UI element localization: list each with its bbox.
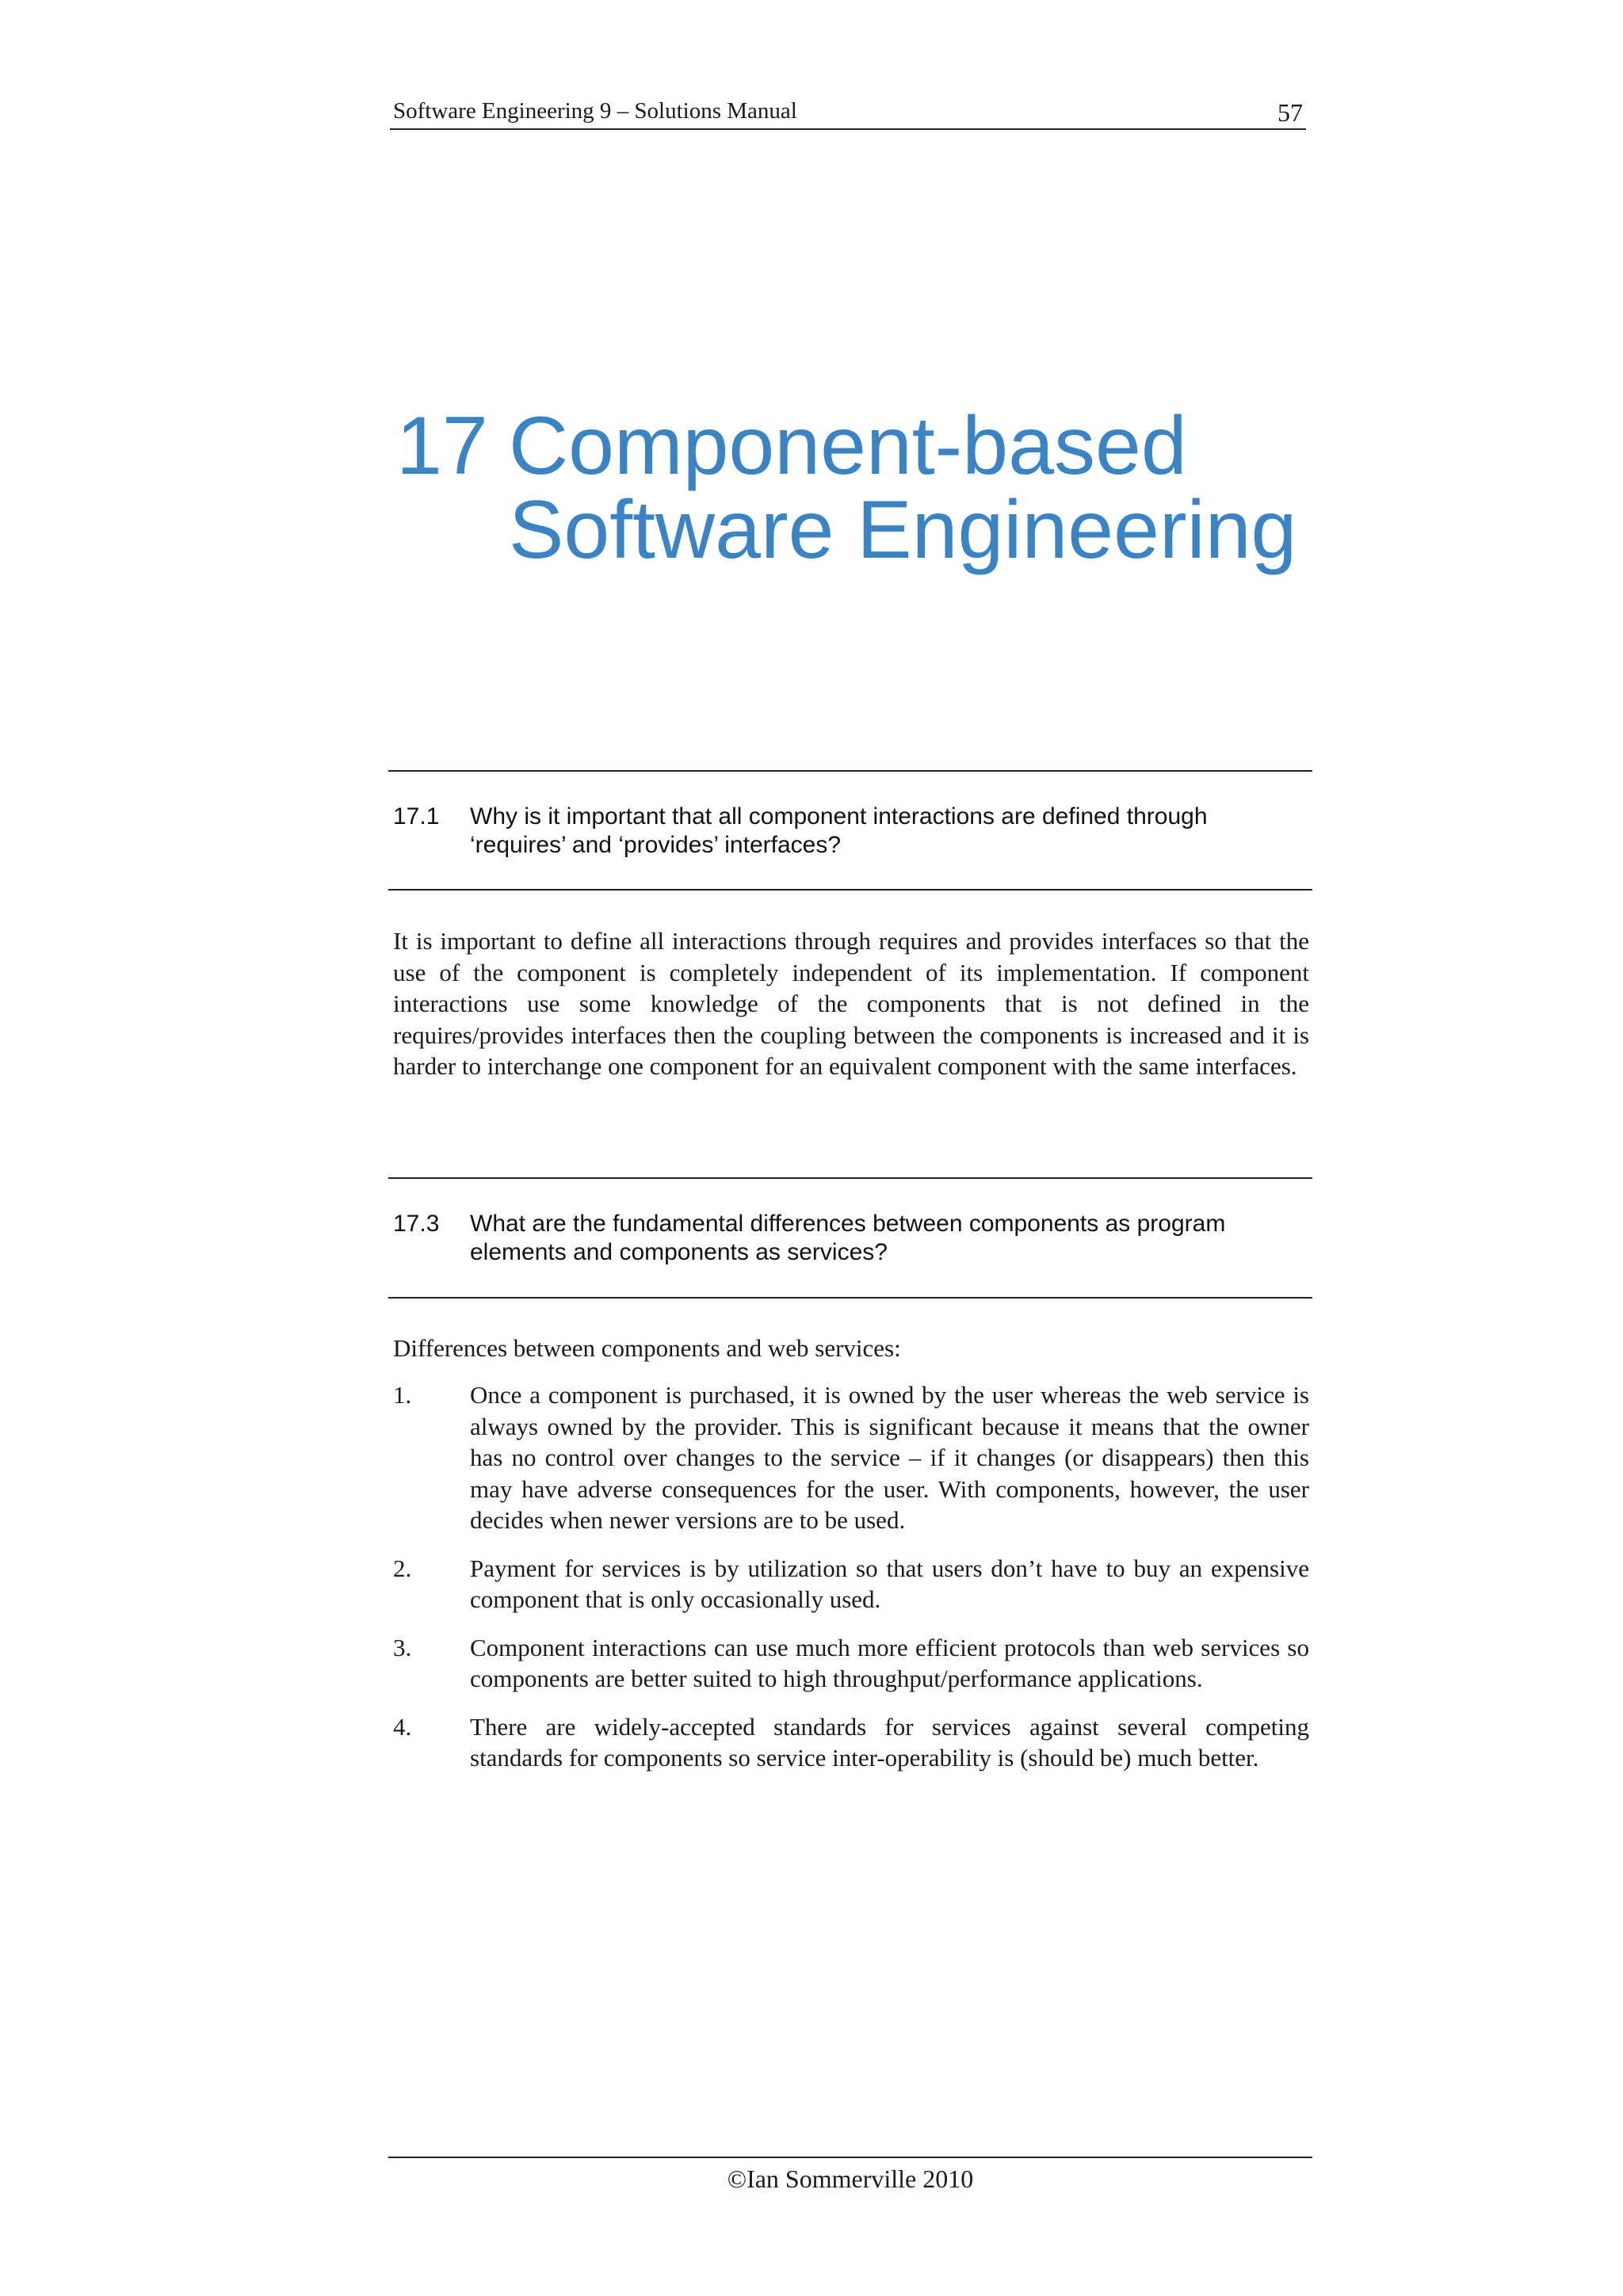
page-number: 57 bbox=[1277, 98, 1303, 127]
list-item-number: 4. bbox=[393, 1712, 412, 1741]
chapter-title bbox=[509, 400, 1381, 576]
chapter-title-line-1: Component-based bbox=[509, 400, 1187, 492]
answer-17-1: It is important to define all interactions through requires and provides interfaces so that the use of the component is completely independent of its implementation. If component interactions use some knowledge of the components that is not defined in the requires/provides interfaces then the coupling between the components is increased and it is harder to interchange one component for an equivalent component with the same interfaces. bbox=[393, 927, 1309, 1080]
list-item-text: Component interactions can use much more efficient protocols than web services so components are better suited to high throughput/performance applications. bbox=[470, 1633, 1309, 1692]
differences-list bbox=[393, 1379, 1309, 1791]
question-top-rule bbox=[388, 1177, 1312, 1179]
question-text: Why is it important that all component interactions are defined through ‘requires’ and ‘provides’ interfaces? bbox=[470, 803, 1208, 858]
answer-intro: Differences between components and web services: bbox=[393, 1334, 901, 1362]
list-item-text: There are widely-accepted standards for services against several competing standards for components so service inter-operability is (should be) much better. bbox=[470, 1712, 1309, 1772]
list-item-text: Payment for services is by utilization so that users don’t have to buy an expensive component that is only occasionally used. bbox=[470, 1554, 1309, 1613]
header-title: Software Engineering 9 – Solutions Manual bbox=[393, 98, 797, 124]
chapter-number: 17 bbox=[396, 400, 488, 492]
list-item bbox=[393, 1553, 1309, 1615]
question-number: 17.3 bbox=[393, 1211, 440, 1237]
chapter-title-line-2: Software Engineering bbox=[509, 484, 1297, 576]
footer-copyright: ©Ian Sommerville 2010 bbox=[727, 2164, 974, 2193]
list-item bbox=[393, 1711, 1309, 1774]
question-top-rule bbox=[388, 770, 1312, 772]
question-number: 17.1 bbox=[393, 803, 440, 830]
footer-rule bbox=[388, 2157, 1312, 2158]
list-item bbox=[393, 1379, 1309, 1536]
running-header bbox=[390, 95, 1306, 130]
list-item-number: 3. bbox=[393, 1633, 412, 1661]
question-bottom-rule bbox=[388, 889, 1312, 891]
list-item-number: 2. bbox=[393, 1554, 412, 1582]
question-text: What are the fundamental differences between components as program elements and components as services? bbox=[470, 1211, 1226, 1265]
list-item bbox=[393, 1632, 1309, 1695]
list-item-number: 1. bbox=[393, 1381, 412, 1409]
question-bottom-rule bbox=[388, 1297, 1312, 1299]
list-item-text: Once a component is purchased, it is owned by the user whereas the web service is always owned by the provider. This is significant because it means that the owner has no control over changes to the service – if it changes (or disappears) then this may have adverse consequences for the user. With components, however, the user decides when newer versions are to be used. bbox=[470, 1381, 1309, 1534]
